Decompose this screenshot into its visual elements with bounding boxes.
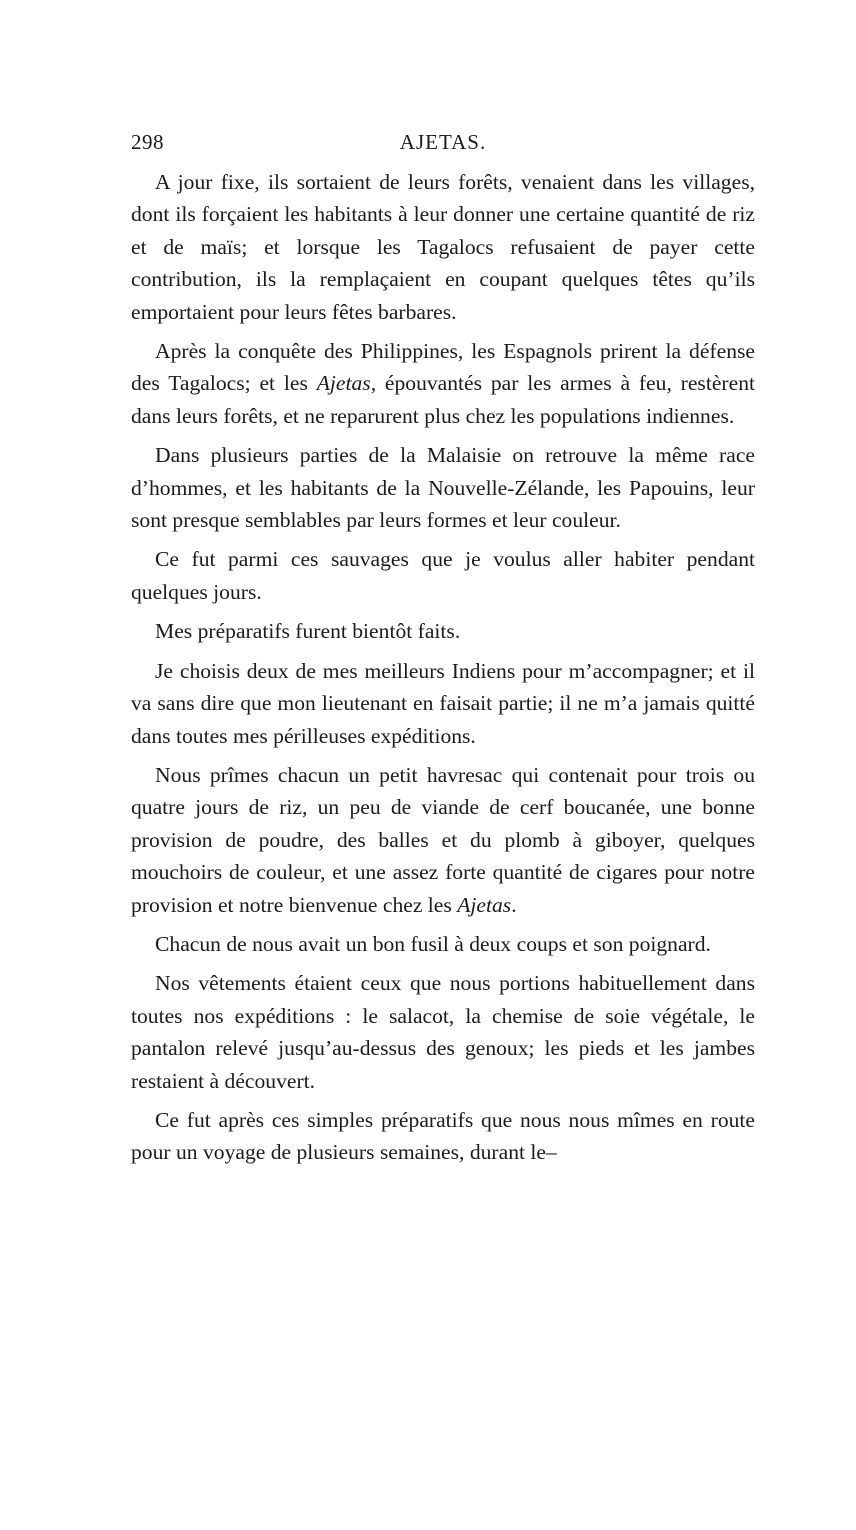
text-run: , épouvantés par les armes à feu, restèrent dans leurs forêts, et ne reparurent plus chez les populations indiennes. — [131, 371, 755, 428]
italic-text: Ajetas — [457, 892, 512, 917]
text-run: Je choisis deux de mes meilleurs Indiens pour m’accompagner; et il va sans dire que mon lieutenant en faisait partie; il ne m’a jamais quitté dans toutes mes périlleuses expéditions. — [131, 658, 755, 748]
paragraph — [131, 439, 755, 536]
text-run: Ce fut parmi ces sauvages que je voulus aller habiter pendant quelques jours. — [131, 547, 755, 604]
body-text — [131, 166, 755, 1176]
italic-text: Ajetas — [316, 371, 371, 396]
paragraph — [131, 655, 755, 752]
text-run: A jour fixe, ils sortaient de leurs forêts, venaient dans les villages, dont ils forçaient les habitants à leur donner une certaine quantité de riz et de maïs; et lorsque les Tagalocs refusaient de payer cette contribution, ils la remplaçaient en coupant quelques têtes qu’ils emportaient pour leurs fêtes barbares. — [131, 170, 755, 324]
running-title: AJETAS. — [399, 130, 487, 154]
paragraph — [131, 967, 755, 1097]
paragraph — [131, 1104, 755, 1169]
text-run: Nos vêtements étaient ceux que nous portions habituellement dans toutes nos expéditions : le salacot, la chemise de soie végétale, le pantalon relevé jusqu’au-dessus des genoux; les pieds et les jambes restaient à découvert. — [131, 971, 755, 1093]
text-run: Mes préparatifs furent bientôt faits. — [155, 619, 461, 644]
text-run: Dans plusieurs parties de la Malaisie on retrouve la même race d’hommes, et les habitants de la Nouvelle-Zélande, les Papouins, leur sont presque semblables par leurs formes et leur couleur. — [131, 443, 755, 533]
text-run: Après la conquête des Philippines, les Espagnols prirent la défense des Tagalocs; et les — [131, 339, 755, 396]
paragraph — [131, 615, 755, 647]
text-run: . — [511, 892, 517, 917]
paragraph — [131, 335, 755, 432]
text-run: Chacun de nous avait un bon fusil à deux coups et son poignard. — [155, 931, 711, 956]
text-run: Nous prîmes chacun un petit havresac qui contenait pour trois ou quatre jours de riz, un peu de viande de cerf boucanée, une bonne provision de poudre, des balles et du plomb à giboyer, quelques mouchoirs de couleur, et une assez forte quantité de cigares pour notre provision et notre bienvenue chez les — [131, 762, 755, 917]
running-head — [131, 130, 755, 160]
paragraph — [131, 543, 755, 608]
page-number: 298 — [131, 130, 164, 154]
text-run: Ce fut après ces simples préparatifs que nous nous mîmes en route pour un voyage de plusieurs semaines, durant le– — [131, 1107, 755, 1165]
paragraph — [131, 166, 755, 328]
paragraph — [131, 928, 755, 960]
paragraph — [131, 759, 755, 921]
